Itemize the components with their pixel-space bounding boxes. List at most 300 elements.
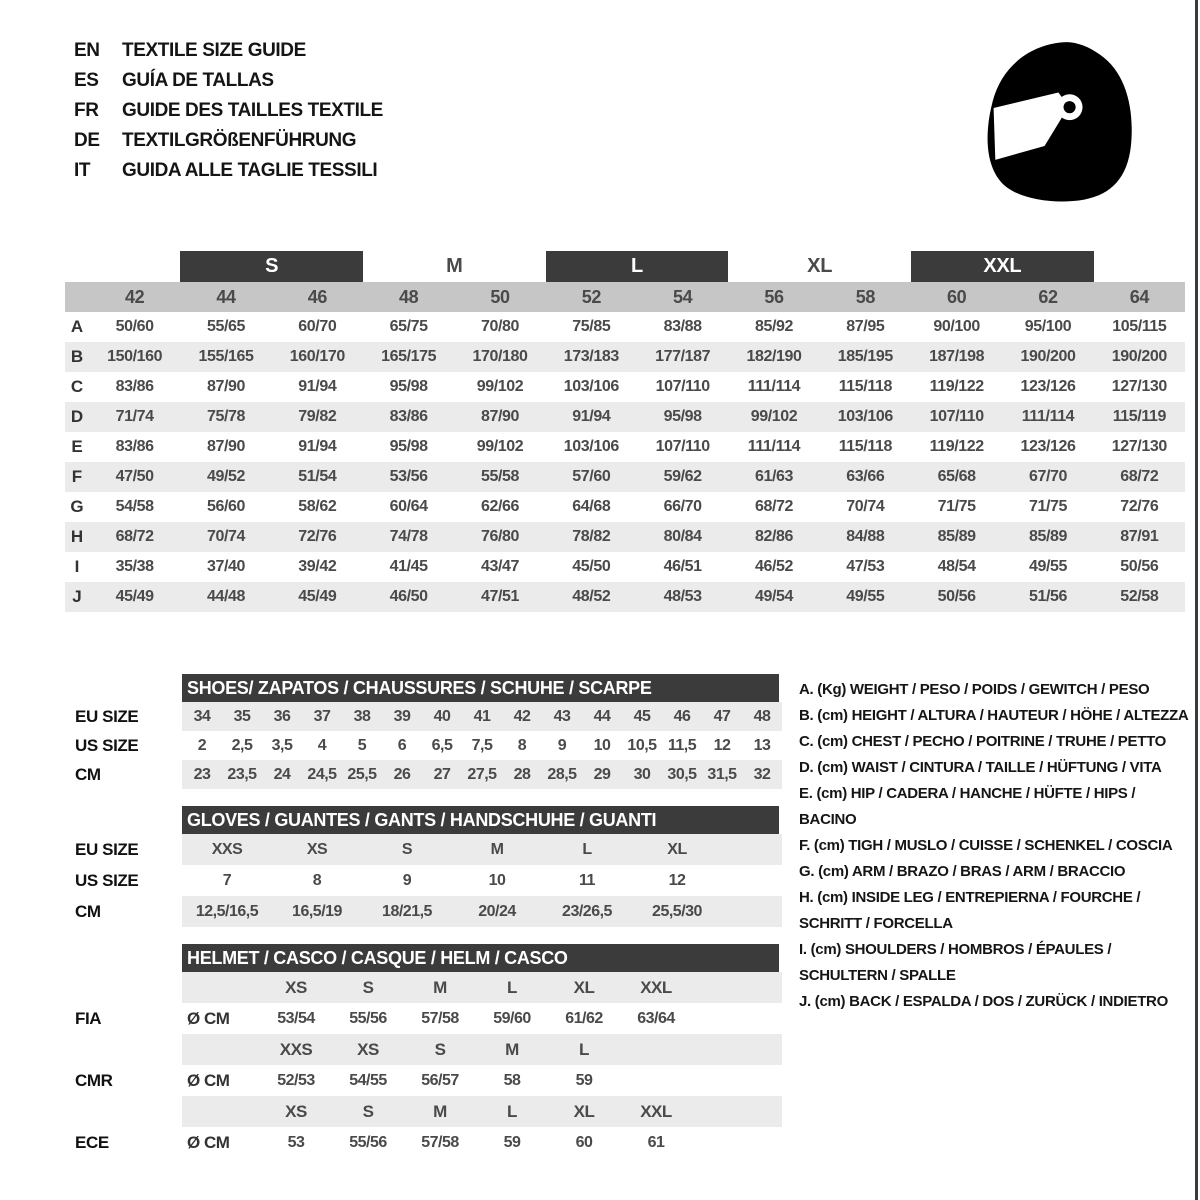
textile-value: 55/58 <box>480 468 520 485</box>
size-label: XL <box>573 1101 595 1121</box>
textile-value: 43/47 <box>480 558 520 575</box>
size-value: 52/53 <box>277 1071 315 1089</box>
language-title: GUÍA DE TALLAS <box>122 70 274 91</box>
textile-value: 95/98 <box>663 408 702 425</box>
size-value: 39 <box>393 707 411 725</box>
size-value: S <box>401 840 413 858</box>
size-number: 46 <box>307 286 327 307</box>
textile-value: 70/80 <box>480 318 520 335</box>
row-label: EU SIZE <box>75 706 139 726</box>
textile-value: 87/90 <box>206 378 246 395</box>
size-value: 63/64 <box>637 1009 675 1027</box>
size-value: 23,5 <box>227 765 257 783</box>
row-label: EU SIZE <box>75 839 139 859</box>
size-label: L <box>579 1039 589 1059</box>
size-value: 30,5 <box>667 765 697 783</box>
textile-row-f <box>65 462 1185 492</box>
textile-value: 91/94 <box>572 408 611 425</box>
size-value: 32 <box>753 765 771 783</box>
textile-value: 68/72 <box>115 528 154 545</box>
page-right-border <box>1195 0 1198 1200</box>
shoes-row <box>65 702 785 731</box>
textile-value: 87/90 <box>206 438 246 455</box>
size-value: 47 <box>713 707 731 725</box>
textile-value: 80/84 <box>663 528 702 545</box>
language-row <box>74 36 383 66</box>
legend-item: I. (cm) SHOULDERS / HOMBROS / ÉPAULES / SCHULTERN / SPALLE <box>799 941 1112 984</box>
row-values <box>182 1003 782 1034</box>
textile-value: 45/49 <box>298 588 337 605</box>
textile-value: 71/75 <box>937 498 976 515</box>
textile-value: 83/86 <box>115 378 154 395</box>
size-value: 34 <box>193 707 211 725</box>
textile-value: 83/86 <box>115 438 154 455</box>
size-label-xl: XL <box>807 255 833 277</box>
textile-value: 107/110 <box>655 438 710 455</box>
textile-value: 85/89 <box>937 528 976 545</box>
gloves-row <box>65 834 785 865</box>
textile-row-g <box>65 492 1185 522</box>
textile-value: 85/89 <box>1028 528 1068 545</box>
textile-value: 41/45 <box>389 558 428 575</box>
textile-value: 127/130 <box>1111 378 1167 395</box>
language-code: DE <box>74 130 100 151</box>
size-value: 11,5 <box>667 736 697 754</box>
size-value: 35 <box>233 707 251 725</box>
textile-value: 76/80 <box>480 528 520 545</box>
legend-item: J. (cm) BACK / ESPALDA / DOS / ZURÜCK / INDIETRO <box>799 993 1168 1010</box>
size-label: M <box>505 1039 519 1059</box>
textile-value: 60/70 <box>298 318 337 335</box>
textile-value: 155/165 <box>198 348 254 365</box>
language-code: IT <box>74 160 91 181</box>
textile-value: 82/86 <box>754 528 794 545</box>
measure-key: F <box>71 467 83 486</box>
size-value: 3,5 <box>271 736 293 754</box>
row-values <box>182 1127 782 1158</box>
size-value: XL <box>667 840 687 858</box>
diameter-label: Ø CM <box>187 1070 230 1090</box>
size-label: XS <box>285 977 307 997</box>
textile-value: 71/75 <box>1028 498 1068 515</box>
row-values <box>182 1065 782 1096</box>
textile-value: 111/114 <box>1021 408 1075 425</box>
size-value: 59 <box>575 1071 593 1089</box>
textile-value: 70/74 <box>846 498 885 515</box>
size-label: XXS <box>279 1039 313 1059</box>
size-label: XXL <box>640 977 672 997</box>
size-label: L <box>507 977 517 997</box>
textile-row-h <box>65 522 1185 552</box>
size-value: 30 <box>633 765 651 783</box>
size-value: 20/24 <box>478 902 516 920</box>
size-label: S <box>362 1101 374 1121</box>
language-row <box>74 126 383 156</box>
textile-value: 190/200 <box>1111 348 1167 365</box>
textile-value: 49/55 <box>846 588 885 605</box>
size-value: 38 <box>353 707 371 725</box>
size-value: 9 <box>402 871 412 889</box>
size-value: 55/56 <box>349 1009 387 1027</box>
size-number: 60 <box>947 286 967 307</box>
size-value: 27,5 <box>467 765 497 783</box>
textile-value: 48/53 <box>663 588 702 605</box>
size-number: 56 <box>764 286 784 307</box>
helmet-values-row-fia <box>65 1003 785 1034</box>
textile-value: 185/195 <box>837 348 893 365</box>
size-number-header <box>65 282 1185 312</box>
textile-value: 103/106 <box>563 378 619 395</box>
size-value: 6,5 <box>431 736 453 754</box>
size-label: S <box>362 977 374 997</box>
textile-value: 52/58 <box>1120 588 1159 605</box>
textile-row-a <box>65 312 1185 342</box>
size-value: 40 <box>433 707 451 725</box>
textile-value: 75/78 <box>206 408 246 425</box>
size-value: 27 <box>433 765 451 783</box>
language-title: GUIDE DES TAILLES TEXTILE <box>122 100 383 121</box>
textile-value: 187/198 <box>929 348 985 365</box>
size-value: 42 <box>513 707 531 725</box>
size-value: 12,5/16,5 <box>195 902 259 920</box>
textile-value: 71/74 <box>115 408 154 425</box>
language-row <box>74 156 383 186</box>
size-value: 4 <box>317 736 327 754</box>
size-value: 7 <box>222 871 232 889</box>
size-value: 41 <box>473 707 491 725</box>
size-value: 12 <box>713 736 731 754</box>
legend-item: F. (cm) TIGH / MUSLO / CUISSE / SCHENKEL / COSCIA <box>799 837 1173 854</box>
size-number: 44 <box>216 286 236 307</box>
textile-value: 45/50 <box>572 558 611 575</box>
measure-key: G <box>70 497 84 516</box>
textile-value: 123/126 <box>1020 438 1076 455</box>
row-label: CM <box>75 764 101 784</box>
textile-value: 57/60 <box>572 468 611 485</box>
gloves-rows <box>65 834 785 927</box>
textile-value: 50/56 <box>1120 558 1159 575</box>
textile-value: 99/102 <box>476 378 524 395</box>
helmet-sizes-row-cmr <box>65 1034 785 1065</box>
helmet-rows <box>65 972 785 1158</box>
textile-value: 119/122 <box>929 438 984 455</box>
row-values <box>182 760 782 789</box>
size-label: XS <box>357 1039 379 1059</box>
size-label: L <box>507 1101 517 1121</box>
shoes-size-section <box>65 674 785 789</box>
size-value: 48 <box>753 707 771 725</box>
textile-value: 182/190 <box>746 348 802 365</box>
textile-value: 49/55 <box>1028 558 1068 575</box>
textile-value: 60/64 <box>389 498 428 515</box>
textile-value: 115/118 <box>838 378 892 395</box>
textile-value: 105/115 <box>1112 318 1167 335</box>
helmet-sizes-row-fia <box>65 972 785 1003</box>
size-value: 24 <box>273 765 291 783</box>
textile-value: 74/78 <box>389 528 428 545</box>
row-values <box>182 731 782 760</box>
textile-value: 48/52 <box>572 588 611 605</box>
textile-value: 49/52 <box>206 468 246 485</box>
measure-key: H <box>70 527 84 546</box>
textile-value: 44/48 <box>206 588 246 605</box>
measure-key: J <box>72 587 82 606</box>
textile-value: 190/200 <box>1020 348 1076 365</box>
textile-value: 68/72 <box>1120 468 1159 485</box>
textile-value: 39/42 <box>298 558 337 575</box>
size-value: 6 <box>397 736 407 754</box>
measure-key: B <box>70 347 84 366</box>
size-value: 29 <box>593 765 611 783</box>
textile-value: 111/114 <box>747 378 801 395</box>
size-label: XXL <box>640 1101 672 1121</box>
textile-value: 127/130 <box>1111 438 1167 455</box>
helmet-values-row-cmr <box>65 1065 785 1096</box>
textile-value: 53/56 <box>389 468 428 485</box>
textile-value: 66/70 <box>663 498 702 515</box>
size-value: 61/62 <box>565 1009 603 1027</box>
textile-value: 91/94 <box>298 438 337 455</box>
size-value: 5 <box>357 736 367 754</box>
textile-value: 85/92 <box>754 318 794 335</box>
textile-value: 107/110 <box>655 378 710 395</box>
textile-value: 64/68 <box>572 498 611 515</box>
size-value: XXS <box>211 840 243 858</box>
helmet-sizes-row-ece <box>65 1096 785 1127</box>
diameter-label: Ø CM <box>187 1008 230 1028</box>
size-value: 61 <box>647 1133 665 1151</box>
textile-row-d <box>65 402 1185 432</box>
language-row <box>74 96 383 126</box>
textile-value: 62/66 <box>480 498 520 515</box>
measure-key: I <box>74 557 80 576</box>
row-values <box>182 896 782 927</box>
size-value: 28,5 <box>547 765 577 783</box>
textile-value: 50/60 <box>115 318 154 335</box>
helmet-section-title: HELMET / CASCO / CASQUE / HELM / CASCO <box>182 944 779 972</box>
textile-value: 95/98 <box>389 438 428 455</box>
legend-item: D. (cm) WAIST / CINTURA / TAILLE / HÜFTUNG / VITA <box>799 759 1162 776</box>
textile-value: 123/126 <box>1020 378 1076 395</box>
size-number: 58 <box>855 286 875 307</box>
size-value: 57/58 <box>421 1133 459 1151</box>
size-value: 25,5 <box>347 765 377 783</box>
legend-item: B. (cm) HEIGHT / ALTURA / HAUTEUR / HÖHE / ALTEZZA <box>799 707 1189 724</box>
textile-value: 78/82 <box>572 528 611 545</box>
textile-value: 72/76 <box>298 528 337 545</box>
size-value: 59 <box>503 1133 521 1151</box>
size-value: 46 <box>673 707 691 725</box>
textile-value: 99/102 <box>476 438 524 455</box>
size-value: M <box>490 840 504 858</box>
textile-value: 115/118 <box>838 438 892 455</box>
size-value: 23 <box>193 765 211 783</box>
language-title-list <box>74 36 383 186</box>
size-value: 53 <box>287 1133 305 1151</box>
row-values <box>182 865 782 896</box>
textile-row-b <box>65 342 1185 372</box>
language-title: GUIDA ALLE TAGLIE TESSILI <box>122 160 378 181</box>
textile-value: 35/38 <box>115 558 154 575</box>
textile-value: 51/54 <box>298 468 337 485</box>
row-label: CM <box>75 901 101 921</box>
size-value: 58 <box>503 1071 521 1089</box>
size-value: 57/58 <box>421 1009 459 1027</box>
textile-value: 49/54 <box>754 588 794 605</box>
textile-row-i <box>65 552 1185 582</box>
size-number: 62 <box>1038 286 1058 307</box>
textile-value: 63/66 <box>846 468 885 485</box>
gloves-row <box>65 896 785 927</box>
language-code: EN <box>74 40 100 61</box>
legend-item: H. (cm) INSIDE LEG / ENTREPIERNA / FOURCHE / SCHRITT / FORCELLA <box>799 889 1141 932</box>
shoes-section-title: SHOES/ ZAPATOS / CHAUSSURES / SCHUHE / SCARPE <box>182 674 779 702</box>
row-values <box>182 834 782 865</box>
legend-item: C. (cm) CHEST / PECHO / POITRINE / TRUHE / PETTO <box>799 733 1167 750</box>
measure-key: E <box>71 437 83 456</box>
textile-value: 58/62 <box>298 498 337 515</box>
textile-value: 45/49 <box>115 588 154 605</box>
textile-value: 103/106 <box>563 438 619 455</box>
size-label: XL <box>573 977 595 997</box>
size-value: 24,5 <box>307 765 337 783</box>
textile-value: 150/160 <box>107 348 163 365</box>
size-value: 28 <box>513 765 531 783</box>
row-sizes <box>182 972 782 1003</box>
size-value: 36 <box>273 707 291 725</box>
textile-value: 165/175 <box>381 348 437 365</box>
size-number: 42 <box>125 286 145 307</box>
legend-item: G. (cm) ARM / BRAZO / BRAS / ARM / BRACCIO <box>799 863 1126 880</box>
textile-value: 177/187 <box>655 348 711 365</box>
gloves-size-section <box>65 806 785 927</box>
size-value: 45 <box>633 707 651 725</box>
textile-value: 54/58 <box>115 498 154 515</box>
size-value: 37 <box>313 707 331 725</box>
textile-value: 61/63 <box>754 468 794 485</box>
size-value: 2,5 <box>231 736 253 754</box>
size-value: 54/55 <box>349 1071 387 1089</box>
textile-value: 84/88 <box>846 528 885 545</box>
gloves-section-title: GLOVES / GUANTES / GANTS / HANDSCHUHE / GUANTI <box>182 806 779 834</box>
size-label: XS <box>285 1101 307 1121</box>
textile-value: 115/119 <box>1112 408 1166 425</box>
textile-value: 95/100 <box>1024 318 1072 335</box>
row-values <box>182 702 782 731</box>
textile-value: 75/85 <box>572 318 611 335</box>
textile-value: 59/62 <box>663 468 702 485</box>
size-value: 8 <box>312 871 322 889</box>
size-value: 18/21,5 <box>382 902 432 920</box>
textile-value: 56/60 <box>206 498 246 515</box>
language-row <box>74 66 383 96</box>
textile-value: 65/75 <box>389 318 428 335</box>
textile-value: 173/183 <box>563 348 619 365</box>
language-code: ES <box>74 70 99 91</box>
textile-value: 48/54 <box>937 558 976 575</box>
size-value: 12 <box>668 871 686 889</box>
measure-key: D <box>70 407 84 426</box>
size-label: M <box>433 1101 447 1121</box>
textile-value: 67/70 <box>1028 468 1068 485</box>
row-label: US SIZE <box>75 870 139 890</box>
textile-value: 47/53 <box>846 558 885 575</box>
size-value: 60 <box>575 1133 593 1151</box>
size-value: 56/57 <box>421 1071 459 1089</box>
textile-value: 46/50 <box>389 588 428 605</box>
row-sizes <box>182 1096 782 1127</box>
textile-size-table <box>65 251 1185 612</box>
size-value: 43 <box>553 707 571 725</box>
shoes-rows <box>65 702 785 789</box>
textile-value: 87/95 <box>846 318 885 335</box>
size-number: 50 <box>490 286 510 307</box>
size-value: 10 <box>488 871 506 889</box>
textile-value: 68/72 <box>754 498 794 515</box>
row-label: US SIZE <box>75 735 139 755</box>
size-value: 8 <box>517 736 527 754</box>
textile-value: 46/51 <box>663 558 702 575</box>
size-value: L <box>582 840 592 858</box>
textile-row-e <box>65 432 1185 462</box>
size-label-m: M <box>446 255 463 277</box>
size-label-l: L <box>546 251 729 282</box>
size-value: 26 <box>393 765 411 783</box>
legend-item: E. (cm) HIP / CADERA / HANCHE / HÜFTE / HIPS / BACINO <box>799 785 1136 828</box>
textile-value: 87/90 <box>480 408 520 425</box>
diameter-label: Ø CM <box>187 1132 230 1152</box>
shoes-row <box>65 760 785 789</box>
row-sizes <box>182 1034 782 1065</box>
standard-label: ECE <box>75 1132 109 1152</box>
size-value: 2 <box>197 736 207 754</box>
textile-value: 72/76 <box>1120 498 1159 515</box>
textile-value: 119/122 <box>929 378 984 395</box>
size-value: 10 <box>593 736 611 754</box>
size-value: 9 <box>557 736 567 754</box>
textile-value: 37/40 <box>206 558 246 575</box>
legend-item: A. (Kg) WEIGHT / PESO / POIDS / GEWITCH / PESO <box>799 681 1150 698</box>
textile-value: 70/74 <box>206 528 246 545</box>
gloves-row <box>65 865 785 896</box>
language-code: FR <box>74 100 99 121</box>
standard-label: CMR <box>75 1070 113 1090</box>
size-number: 64 <box>1129 286 1149 307</box>
size-label: M <box>433 977 447 997</box>
textile-value: 170/180 <box>472 348 528 365</box>
size-label: S <box>434 1039 446 1059</box>
textile-value: 99/102 <box>750 408 798 425</box>
size-value: 53/54 <box>277 1009 315 1027</box>
helmet-values-row-ece <box>65 1127 785 1158</box>
textile-table-body <box>65 312 1185 612</box>
textile-value: 107/110 <box>929 408 984 425</box>
measure-key: A <box>70 317 84 336</box>
size-label-xxl: XXL <box>911 251 1094 282</box>
size-value: 7,5 <box>471 736 493 754</box>
size-value: 25,5/30 <box>652 902 702 920</box>
textile-value: 47/51 <box>480 588 520 605</box>
textile-value: 83/86 <box>389 408 428 425</box>
size-label-s: S <box>180 251 363 282</box>
measurement-legend <box>799 677 1191 1015</box>
textile-value: 65/68 <box>937 468 976 485</box>
size-number: 54 <box>673 286 693 307</box>
size-number: 52 <box>581 286 601 307</box>
standard-label: FIA <box>75 1008 102 1028</box>
size-value: 16,5/19 <box>292 902 342 920</box>
size-label-band <box>65 251 1185 282</box>
